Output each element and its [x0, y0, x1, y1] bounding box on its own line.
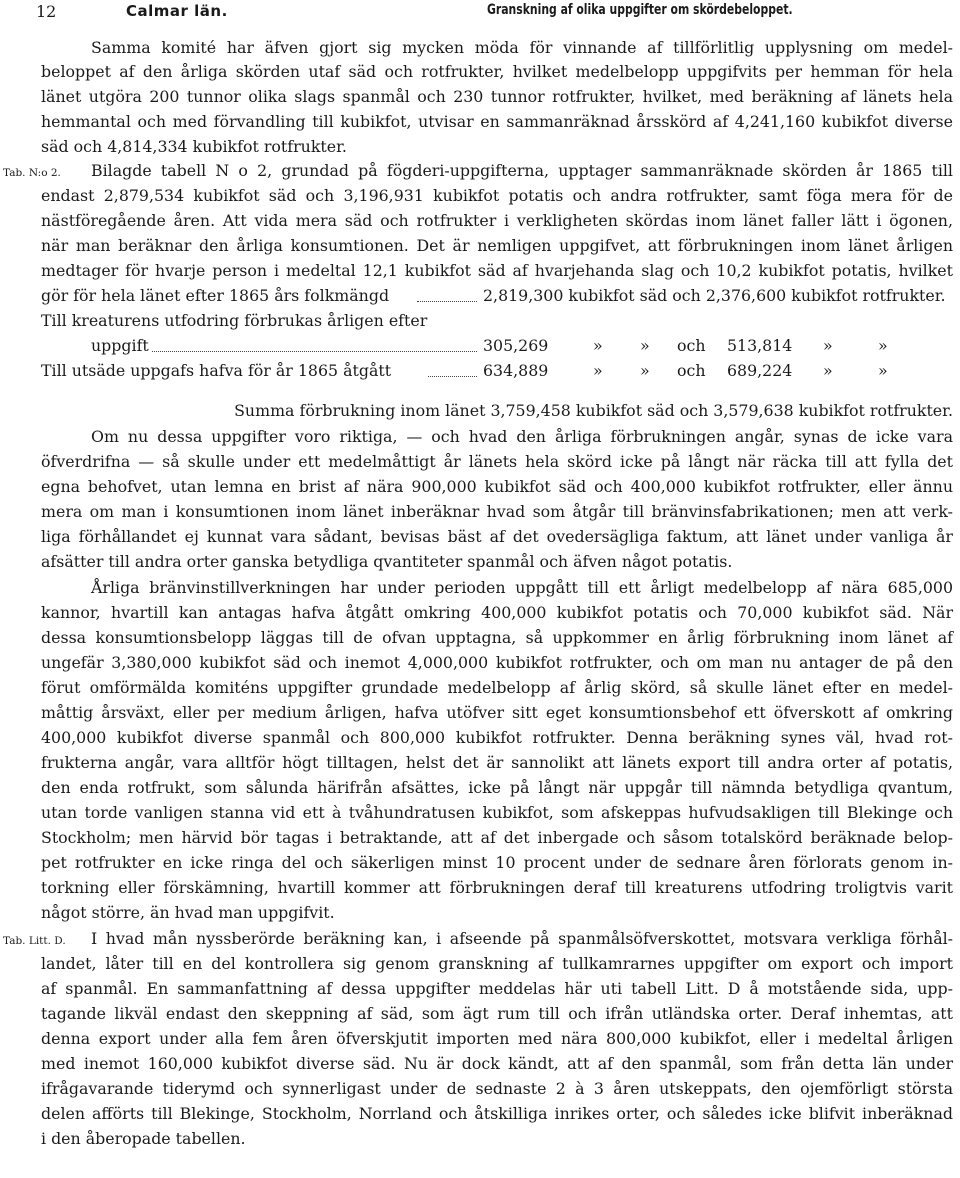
para4-line: 400,000 kubikfot diverse spanmål och 800,000 kubikfot rotfrukter. Denna beräkning synes väl, hvad rot- [41, 728, 953, 747]
para5-line: med inemot 160,000 kubikfot diverse säd. Nu är dock kändt, att af den spanmål, som från detta län under [41, 1054, 953, 1073]
table-row-2-ditto: » [878, 336, 888, 355]
para4-line: dessa konsumtionsbelopp läggas till de ofvan upptagna, så uppkommer en årlig förbrukning inom länet af [41, 628, 953, 647]
table-row-3-ditto: » [593, 361, 603, 380]
para4-line: måttig årsväxt, eller per medium årligen, hafva utöfver sitt eget konsumtionsbehof ett öfverskott af omkring [41, 703, 953, 722]
table-row-2-label: uppgift [91, 336, 149, 355]
para5-line: I hvad mån nyssberörde beräkning kan, i afseende på spanmålsöfverskottet, motsvara verkliga förhål- [91, 929, 953, 948]
running-head-left: Calmar län. [126, 2, 228, 20]
para4-line: förut omförmälda komiténs uppgifter grundade medelbelopp af årlig skörd, så skulle länet efter en medel- [41, 678, 953, 697]
table-row-2-intro: Till kreaturens utfodring förbrukas årligen efter [41, 311, 428, 330]
para4-line: frukterna angår, vara alltför högt tilltagen, helst det är sannolikt att länets export till andra orter af potatis, [41, 753, 953, 772]
para4-line: Årliga bränvinstillverkningen har under perioden uppgått till ett årligt medelbelopp af nära 685,000 [91, 578, 953, 597]
table-row-3-val1: 634,889 [483, 361, 549, 380]
para4-line: något större, än hvad man uppgifvit. [41, 903, 335, 922]
page-number: 12 [36, 2, 57, 21]
table-row-2-ditto: » [640, 336, 650, 355]
para3-line: egna behofvet, utan lemna en brist af nära 900,000 kubikfot säd och 400,000 kubikfot rotfrukter, eller ännu [41, 477, 953, 496]
para1-line: beloppet af den årliga skörden utaf säd och rotfrukter, hvilket medelbelopp uppgifvits per hemman för hela [41, 62, 953, 81]
para1-line: hemmantal och med förvandling till kubikfot, utvisar en sammanräknad årsskörd af 4,241,160 kubikfot diverse [41, 112, 953, 131]
leader-dots [428, 375, 477, 377]
table-sum: Summa förbrukning inom länet 3,759,458 kubikfot säd och 3,579,638 kubikfot rotfrukter. [234, 401, 953, 420]
para1-line: länet utgöra 200 tunnor olika slags spanmål och 230 tunnor rotfrukter, hvilket, med beräkning af länets hela [41, 87, 953, 106]
para3-line: öfverdrifna — så skulle under ett medelmåttigt år länets hela skörd icke på långt när räcka till att fylla det [41, 452, 953, 471]
para3-line: afsätter till andra orter ganska betydliga qvantiteter spanmål och äfven något potatis. [41, 552, 733, 571]
para4-line: ungefär 3,380,000 kubikfot säd och inemot 4,000,000 kubikfot rotfrukter, och om man nu antager de på den [41, 653, 953, 672]
table-row-3-ditto: » [640, 361, 650, 380]
para4-line: kannor, hvartill kan antagas hafva åtgått omkring 400,000 kubikfot potatis och 70,000 kubikfot säd. När [41, 603, 953, 622]
para5-line: delen afförts till Blekinge, Stockholm, Norrland och åtskilliga inrikes orter, och således icke blifvit inberäknad [41, 1104, 953, 1123]
table-row-3-och: och [677, 361, 706, 380]
para5-line: ifrågavarande tiderymd och synnerligast under de sednaste 2 à 3 åren utskeppats, den ojemförligt största [41, 1079, 953, 1098]
table-row-3-label: Till utsäde uppgafs hafva för år 1865 åtgått [41, 361, 392, 380]
para4-line: utan torde vanligen stanna vid ett à tvåhundratusen kubikfot, som afskeppas hufvudsakligen till Blekinge och [41, 803, 953, 822]
para5-line: landet, låter till en del kontrollera sig genom granskning af tullkamrarnes uppgifter om export och import [41, 954, 953, 973]
table-row-1-values: 2,819,300 kubikfot säd och 2,376,600 kubikfot rotfrukter. [483, 286, 946, 305]
side-note-tab2: Tab. N:o 2. [3, 167, 61, 179]
table-row-3-ditto: » [823, 361, 833, 380]
running-head-right: Granskning af olika uppgifter om skördebeloppet. [487, 2, 793, 18]
table-row-2-val1: 305,269 [483, 336, 549, 355]
para3-line: mera om man i konsumtionen inom länet inberäknar hvad som åtgår till bränvinsfabrikationen; men att verk- [41, 502, 953, 521]
para2-line: endast 2,879,534 kubikfot säd och 3,196,931 kubikfot potatis och andra rotfrukter, samt föga mera för de [41, 186, 953, 205]
side-note-tabD: Tab. Litt. D. [3, 935, 66, 947]
table-row-3-val2: 689,224 [727, 361, 793, 380]
leader-dots [417, 300, 477, 302]
para2-line: Bilagde tabell N o 2, grundad på fögderi-uppgifterna, upptager sammanräknade skörden år 1865 till [91, 161, 953, 180]
para2-line: när man beräknar den årliga konsumtionen. Det är nemligen uppgifvet, att förbrukningen inom länet årligen [41, 236, 953, 255]
para5-line: denna export under alla fem åren öfverskjutit importen med nära 800,000 kubikfot, eller i medeltal årligen [41, 1029, 953, 1048]
para5-line: i den åberopade tabellen. [41, 1129, 246, 1148]
para4-line: den enda rotfrukt, som sålunda härifrån afsättes, icke på långt när uppgår till nämnda betydliga qvantum, [41, 778, 953, 797]
table-row-2-och: och [677, 336, 706, 355]
table-row-1-label: gör för hela länet efter 1865 års folkmängd [41, 286, 390, 305]
para5-line: tagande likväl endast den skeppning af säd, som ägt rum till och ifrån utländska orter. Deraf inhemtas, att [41, 1004, 953, 1023]
para3-line: liga förhållandet ej kunnat vara sådant, bevisas bäst af det ovedersägliga faktum, att länet under vanliga år [41, 527, 953, 546]
table-row-2-val2: 513,814 [727, 336, 793, 355]
para4-line: torkning eller förskämning, hvartill kommer att förbrukningen deraf till kreaturens utfodring troligtvis varit [41, 878, 953, 897]
para2-line: nästföregående åren. Att vida mera säd och rotfrukter i verkligheten skördas inom länet faller lätt i ögonen, [41, 211, 953, 230]
para5-line: af spanmål. En sammanfattning af dessa uppgifter meddelas här uti tabell Litt. D å motstående sida, upp- [41, 979, 953, 998]
table-row-3-ditto: » [878, 361, 888, 380]
table-row-2-ditto: » [823, 336, 833, 355]
para1-line: Samma komité har äfven gjort sig mycken möda för vinnande af tillförlitlig upplysning om medel- [91, 38, 953, 57]
table-row-2-ditto: » [593, 336, 603, 355]
para2-line: medtager för hvarje person i medeltal 12,1 kubikfot säd af hvarjehanda slag och 10,2 kubikfot potatis, hvilket [41, 261, 953, 280]
para3-line: Om nu dessa uppgifter voro riktiga, — och hvad den årliga förbrukningen angår, synas de icke vara [91, 427, 953, 446]
para4-line: pet rotfrukter en icke ringa del och säkerligen minst 10 procent under de sednare åren förlorats genom in- [41, 853, 953, 872]
para4-line: Stockholm; men härvid bör tagas i betraktande, att af det inbergade och såsom totalskörd beräknade belop- [41, 828, 953, 847]
para1-line: säd och 4,814,334 kubikfot rotfrukter. [41, 137, 347, 156]
leader-dots [152, 350, 477, 352]
